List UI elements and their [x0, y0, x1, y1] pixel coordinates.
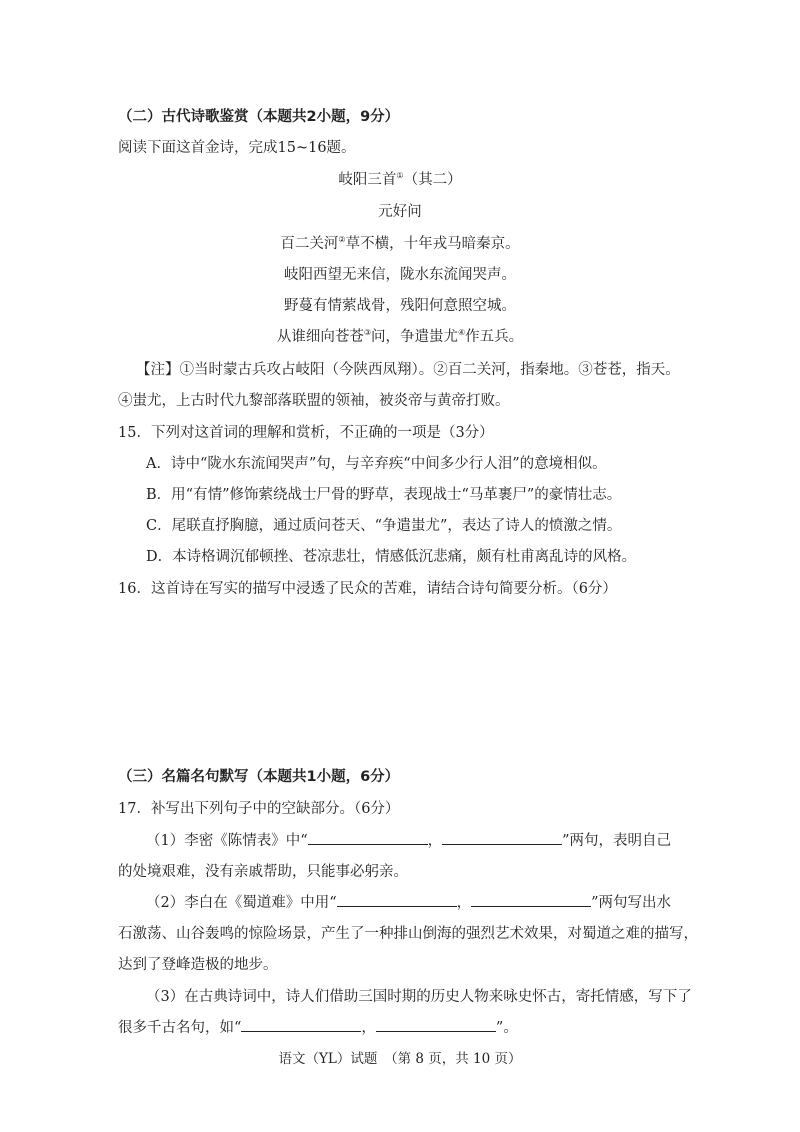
section3-heading: （三）名篇名句默写（本题共1小题，6分）	[118, 769, 400, 785]
poem-title: 岐阳三首①（其二）	[338, 171, 462, 188]
answer-blank[interactable]	[308, 830, 428, 845]
q17-item-2-end: 达到了登峰造极的地步。	[118, 957, 278, 973]
poem-line-4: 从谁细向苍苍③问，争遣蚩尤④作五兵。	[276, 328, 524, 345]
poem-line-1: 百二关河②草不横，十年戎马暗秦京。	[280, 235, 520, 252]
q17-item-2: （2）李白在《蜀道难》中用“ ， ”两句写出水	[146, 891, 671, 912]
answer-blank[interactable]	[471, 892, 591, 907]
q15-option-c: C．尾联直抒胸臆，通过质问苍天、“争遣蚩尤”，表达了诗人的愤激之情。	[146, 518, 622, 534]
poem-line-2: 岐阳西望无来信，陇水东流闻哭声。	[284, 267, 516, 283]
q17-item-2-cont: 石激荡、山谷轰鸣的惊险场景，产生了一种排山倒海的强烈艺术效果，对蜀道之难的描写，	[118, 926, 698, 942]
section2-instruction: 阅读下面这首金诗，完成15~16题。	[118, 140, 356, 156]
q17-item-3: （3）在古典诗词中，诗人们借助三国时期的历史人物来咏史怀古，寄托情感，写下了	[146, 989, 692, 1005]
question-16: 16．这首诗在写实的描写中浸透了民众的苦难，请结合诗句简要分析。（6分）	[118, 581, 617, 597]
question-15: 15．下列对这首词的理解和赏析，不正确的一项是（3分）	[118, 425, 494, 441]
q15-option-d: D．本诗格调沉郁顿挫、苍凉悲壮，情感低沉悲痛，颇有杜甫离乱诗的风格。	[146, 549, 637, 565]
q17-item-1: （1）李密《陈情表》中“ ， ”两句，表明自己	[146, 829, 671, 850]
poem-author: 元好问	[378, 204, 422, 220]
answer-blank[interactable]	[337, 892, 457, 907]
page-footer: 语文（YL）试题 （第 8 页，共 10 页）	[278, 1051, 522, 1067]
answer-blank[interactable]	[241, 1017, 361, 1032]
poem-line-3: 野蔓有情萦战骨，残阳何意照空城。	[284, 298, 516, 314]
section2-heading: （二）古代诗歌鉴赏（本题共2小题，9分）	[118, 109, 400, 125]
q15-option-b: B．用“有情”修饰萦绕战士尸骨的野草，表现战士“马革裹尸”的豪情壮志。	[146, 487, 622, 503]
question-17: 17．补写出下列句子中的空缺部分。（6分）	[118, 801, 400, 817]
note-line-1: 【注】①当时蒙古兵攻占岐阳（今陕西凤翔）。②百二关河，指秦地。③苍苍，指天。	[136, 362, 680, 378]
answer-blank[interactable]	[376, 1017, 496, 1032]
note-line-2: ④蚩尤，上古时代九黎部落联盟的领袖，被炎帝与黄帝打败。	[118, 393, 510, 409]
q17-item-1-cont: 的处境艰难，没有亲戚帮助，只能事必躬亲。	[118, 864, 408, 880]
q15-option-a: A．诗中“陇水东流闻哭声”句，与辛弃疾“中间多少行人泪”的意境相似。	[146, 456, 607, 472]
answer-blank[interactable]	[442, 830, 562, 845]
q17-item-3-cont: 很多千古名句，如“ ， ”。	[118, 1016, 518, 1037]
